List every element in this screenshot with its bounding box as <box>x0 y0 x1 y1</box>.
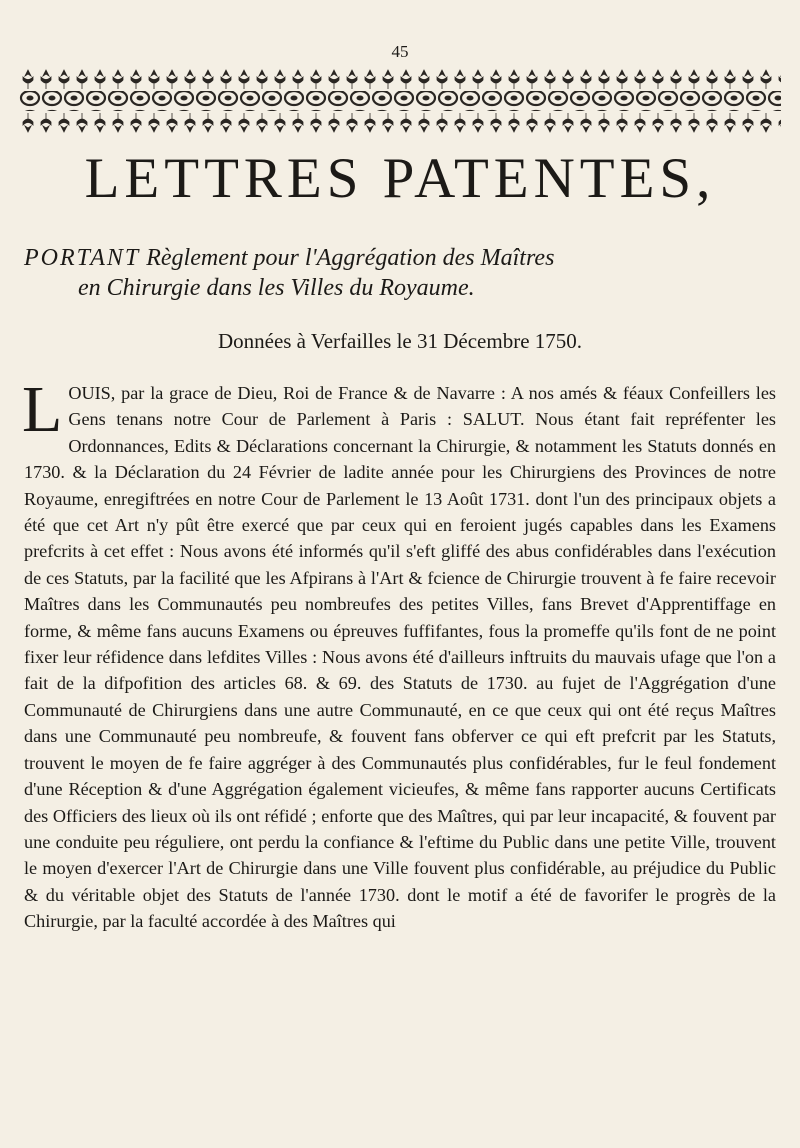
subtitle-line-1: Règlement pour l'Aggrégation des Maîtres <box>146 245 555 271</box>
body-paragraph: OUIS, par la grace de Dieu, Roi de France & de Navarre : A nos amés & féaux Confeillers les Gens tenans notre Cour de Parlement à Paris : SALUT. Nous étant fait repréfenter les Ordonnances, Edits & Déclarations concernant la Chirurgie, & notamment les Statuts donnés en 1730. & la Déclaration du 24 Février de ladite année pour les Chirurgiens des Provinces de notre Royaume, enregiftrées en notre Cour de Parlement le 13 Août 1731. dont l'un des principaux objets a été que cet Art n'y pût être exercé que par ceux qui en feroient jugés capables dans les Examens prefcrits à cet effet : Nous avons été informés qu'il s'eft gliffé des abus confidérables dans l'exécution de ces Statuts, par la facilité que les Afpirans à l'Art & fcience de Chirurgie trouvent à fe faire recevoir Maîtres dans les Communautés peu nombreufes des petites Villes, fans Brevet d'Apprentiffage en forme, & même fans aucuns Examens ou épreuves fuffifantes, fous la promeffe qu'ils font de ne point fixer leur réfidence dans lefdites Villes : Nous avons été d'ailleurs inftruits du mauvais ufage que l'on a fait de la difpofition des articles 68. & 69. des Statuts de 1730. au fujet de l'Aggrégation d'une Communauté de Chirurgiens dans une autre Communauté, en ce que ceux qui ont été reçus Maîtres dans une Communauté peu nombreufe, & fouvent fans obferver ce qui eft prefcrit par les Statuts, trouvent le moyen de fe faire aggréger à des Communautés plus confidérables, fur le feul fondement d'une Réception & d'une Aggrégation également vicieufes, & même fans rapporter aucuns Certificats des Officiers des lieux où ils ont réfidé ; enforte que des Maîtres, qui par leur incapacité, & fouvent par une conduite peu réguliere, ont perdu la confiance & l'eftime du Public dans une petite Ville, trouvent le moyen d'exercer l'Art de Chirurgie dans une Ville fouvent plus confidérable, au préjudice du Public & du véritable objet des Statuts de l'année 1730. dont le motif a été de favorifer le progrès de la Chirurgie, par la faculté accordée à des Maîtres qui <box>24 383 776 932</box>
page-number: 45 <box>391 42 409 61</box>
document-title: LETTRES PATENTES, <box>84 147 716 210</box>
subtitle-line-2: en Chirurgie dans les Villes du Royaume. <box>78 275 475 301</box>
body-text <box>22 373 776 935</box>
printer-ornament-band <box>19 68 781 134</box>
drop-cap: L <box>22 373 63 446</box>
given-date-line: Données à Verfailles le 31 Décembre 1750. <box>217 329 583 353</box>
document-subtitle <box>24 243 779 303</box>
subtitle-lead: PORTANT <box>24 245 141 271</box>
